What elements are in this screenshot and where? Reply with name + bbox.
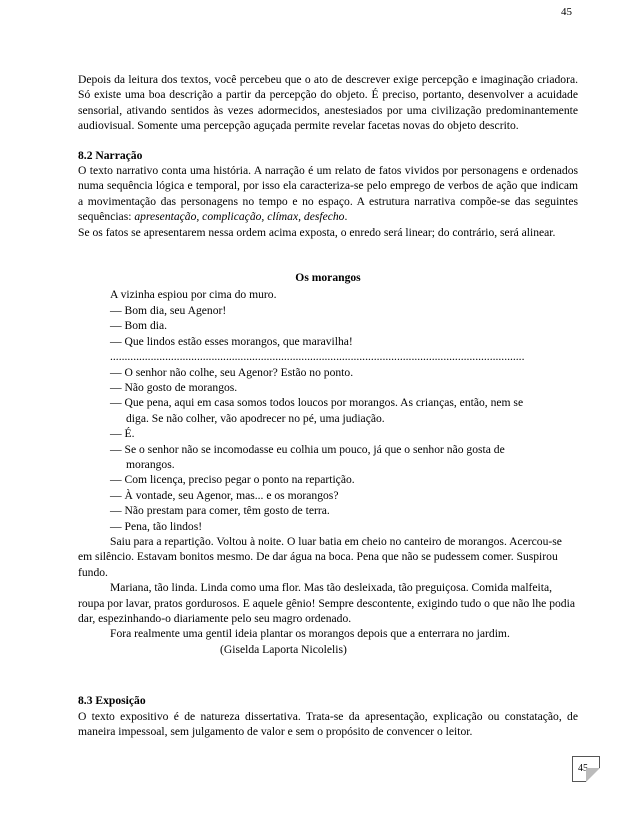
intro-paragraph: Depois da leitura dos textos, você percebeu que o ato de descrever exige percepção e imaginação criadora. Só existe uma boa descrição a partir da percepção do objeto. É preciso, portanto, desenvolver a acuidade sensorial, ativando sentidos às vezes adormecidos, anestesiados por uma civilização predominantemente audiovisual. Somente uma percepção aguçada permite revelar facetas novas do objeto descrito. xyxy=(78,73,578,133)
story-line: — Não prestam para comer, têm gosto de terra. xyxy=(110,504,330,518)
story-paragraph: Mariana, tão linda. Linda como uma flor. Mas tão desleixada, tão preguiçosa. Comida malfeita, roupa por lavar, pratos gordurosos. E aquele gênio! Sempre descontente, exigindo tudo o que não lhe podia dar, espezinhando-o diariamente pelo seu magro ordenado. xyxy=(78,581,575,625)
section-heading-exposicao: 8.3 Exposição xyxy=(78,694,146,708)
story-line: — Bom dia, seu Agenor! xyxy=(110,303,227,317)
page-number-badge xyxy=(572,756,600,782)
page-number-bottom: 45 xyxy=(578,763,588,774)
story-line: — Se o senhor não se incomodasse eu colhia um pouco, já que o senhor não gosta de xyxy=(110,442,505,456)
story-author: (Giselda Laporta Nicolelis) xyxy=(220,642,347,656)
story-line: A vizinha espiou por cima do muro. xyxy=(110,288,277,302)
story-paragraph: Saiu para a repartição. Voltou à noite. O luar batia em cheio no canteiro de morangos. Acercou-se em silêncio. Estavam bonitos mesmo. De dar água na boca. Pena que não se pudessem comer. Suspirou fundo. xyxy=(78,534,562,579)
story-line: — Que pena, aqui em casa somos todos loucos por morangos. As crianças, então, nem se xyxy=(110,396,524,410)
narracao-paragraph: O texto narrativo conta uma história. A narração é um relato de fatos vividos por personagens e ordenados numa sequência lógica e temporal, por isso ela caracteriza-se pelo emprego de verbos de ação que indicam a movimentação das personagens no tempo e no espaço. A estrutura narrativa compõe-se das seguintes sequências: apresentação, complicação, clímax, desfecho. xyxy=(78,164,578,224)
story-line-continuation: morangos. xyxy=(126,457,175,471)
story-line-continuation: diga. Se não colher, vão apodrecer no pé, uma judiação. xyxy=(126,411,385,425)
story-paragraph: Fora realmente uma gentil ideia plantar os morangos depois que a enterrara no jardim. xyxy=(110,627,510,641)
dotted-separator: ............................................................................................................................................... xyxy=(110,350,525,364)
page-number-top: 45 xyxy=(561,6,572,18)
document-body xyxy=(78,72,578,739)
story-line: — Bom dia. xyxy=(110,319,168,333)
story-line: — É. xyxy=(110,427,135,441)
sequences-italic: apresentação, complicação, clímax, desfecho xyxy=(134,210,345,224)
story-line: — Não gosto de morangos. xyxy=(110,380,238,394)
story-line: — Com licença, preciso pegar o ponto na repartição. xyxy=(110,473,355,487)
story-line: — Pena, tão lindos! xyxy=(110,519,203,533)
story-title: Os morangos xyxy=(295,271,361,285)
narracao-paragraph-2: Se os fatos se apresentarem nessa ordem acima exposta, o enredo será linear; do contrário, será alinear. xyxy=(78,225,556,239)
story-line: — À vontade, seu Agenor, mas... e os morangos? xyxy=(110,488,339,502)
exposicao-paragraph: O texto expositivo é de natureza dissertativa. Trata-se da apresentação, explicação ou constatação, de maneira impessoal, sem julgamento de valor e sem o propósito de convencer o leitor. xyxy=(78,709,578,739)
story-line: — Que lindos estão esses morangos, que maravilha! xyxy=(110,334,353,348)
story-line: — O senhor não colhe, seu Agenor? Estão no ponto. xyxy=(110,365,354,379)
section-heading-narracao: 8.2 Narração xyxy=(78,148,143,162)
